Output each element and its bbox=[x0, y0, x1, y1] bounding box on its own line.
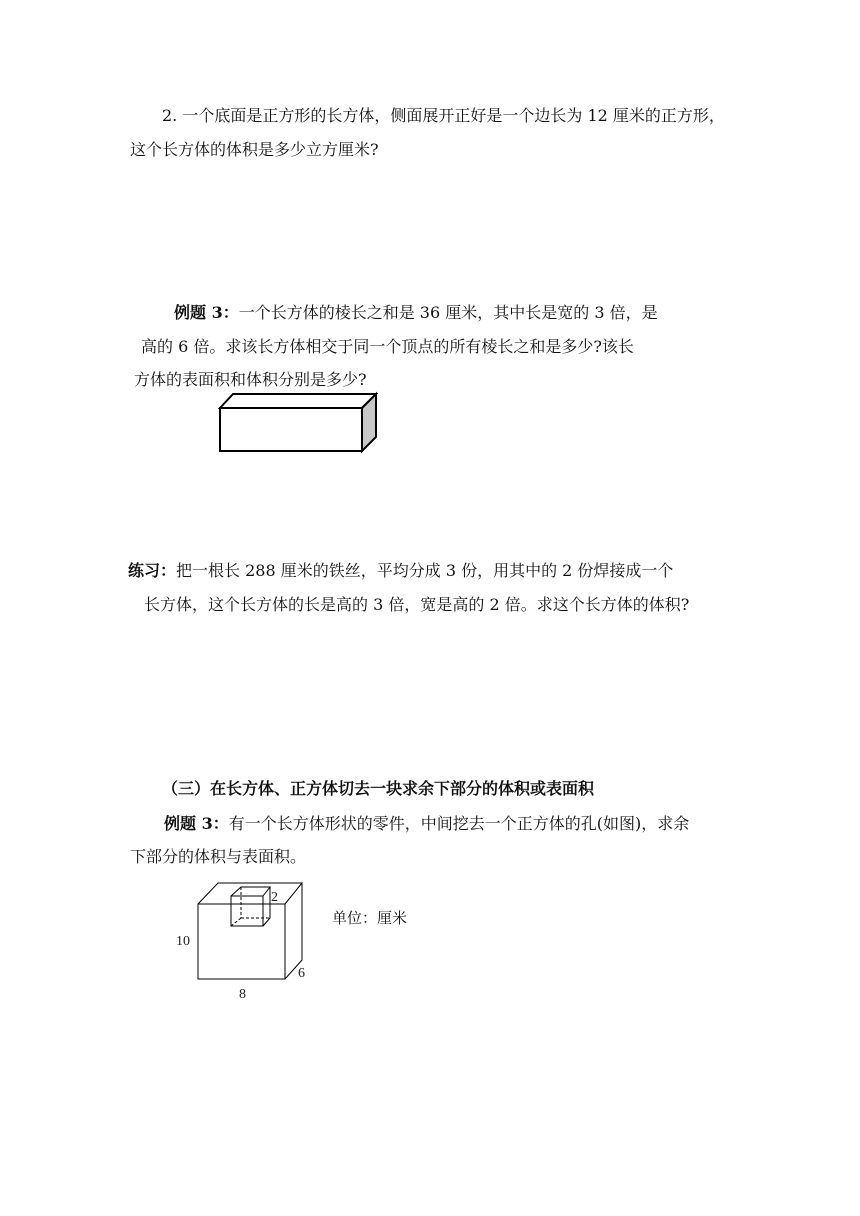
example-3b-line-2: 下部分的体积与表面积。 bbox=[130, 847, 307, 866]
example-3a-line-2: 高的 6 倍。求该长方体相交于同一个顶点的所有棱长之和是多少?该长 bbox=[141, 337, 634, 356]
problem-2-line-1: 2. 一个底面是正方形的长方体，侧面展开正好是一个边长为 12 厘米的正方形， bbox=[162, 106, 725, 125]
label-height: 10 bbox=[176, 934, 190, 949]
figure-unit-label: 单位：厘米 bbox=[332, 909, 408, 927]
hole-side-face bbox=[263, 887, 270, 926]
example-3b-label: 例题 3： bbox=[164, 814, 229, 833]
exercise-text-1: 把一根长 288 厘米的铁丝，平均分成 3 份，用其中的 2 份焊接成一个 bbox=[176, 561, 674, 580]
example-3b-text-1: 有一个长方体形状的零件，中间挖去一个正方体的孔(如图)，求余 bbox=[228, 814, 690, 833]
outer-side-face bbox=[285, 883, 302, 979]
exercise-label: 练习： bbox=[128, 561, 177, 580]
problem-2-line-2: 这个长方体的体积是多少立方厘米? bbox=[130, 140, 379, 159]
example-3a-label: 例题 3： bbox=[174, 303, 239, 322]
hole-front-face bbox=[231, 896, 263, 926]
example-3a-text-1: 一个长方体的棱长之和是 36 厘米，其中长是宽的 3 倍，是 bbox=[238, 303, 658, 322]
label-depth: 6 bbox=[298, 966, 305, 981]
section-3-heading: （三）在长方体、正方体切去一块求余下部分的体积或表面积 bbox=[162, 779, 595, 798]
hole-top-face bbox=[231, 887, 270, 896]
outer-top-face bbox=[198, 883, 302, 904]
hole-hidden-edge-depth bbox=[231, 918, 241, 926]
exercise-line-2: 长方体，这个长方体的长是高的 3 倍，宽是高的 2 倍。求这个长方体的体积? bbox=[144, 595, 690, 614]
label-hole: 2 bbox=[271, 890, 278, 905]
example-3a-line-3: 方体的表面积和体积分别是多少? bbox=[134, 370, 367, 389]
label-width: 8 bbox=[239, 987, 246, 1002]
outer-front-face bbox=[198, 904, 285, 979]
